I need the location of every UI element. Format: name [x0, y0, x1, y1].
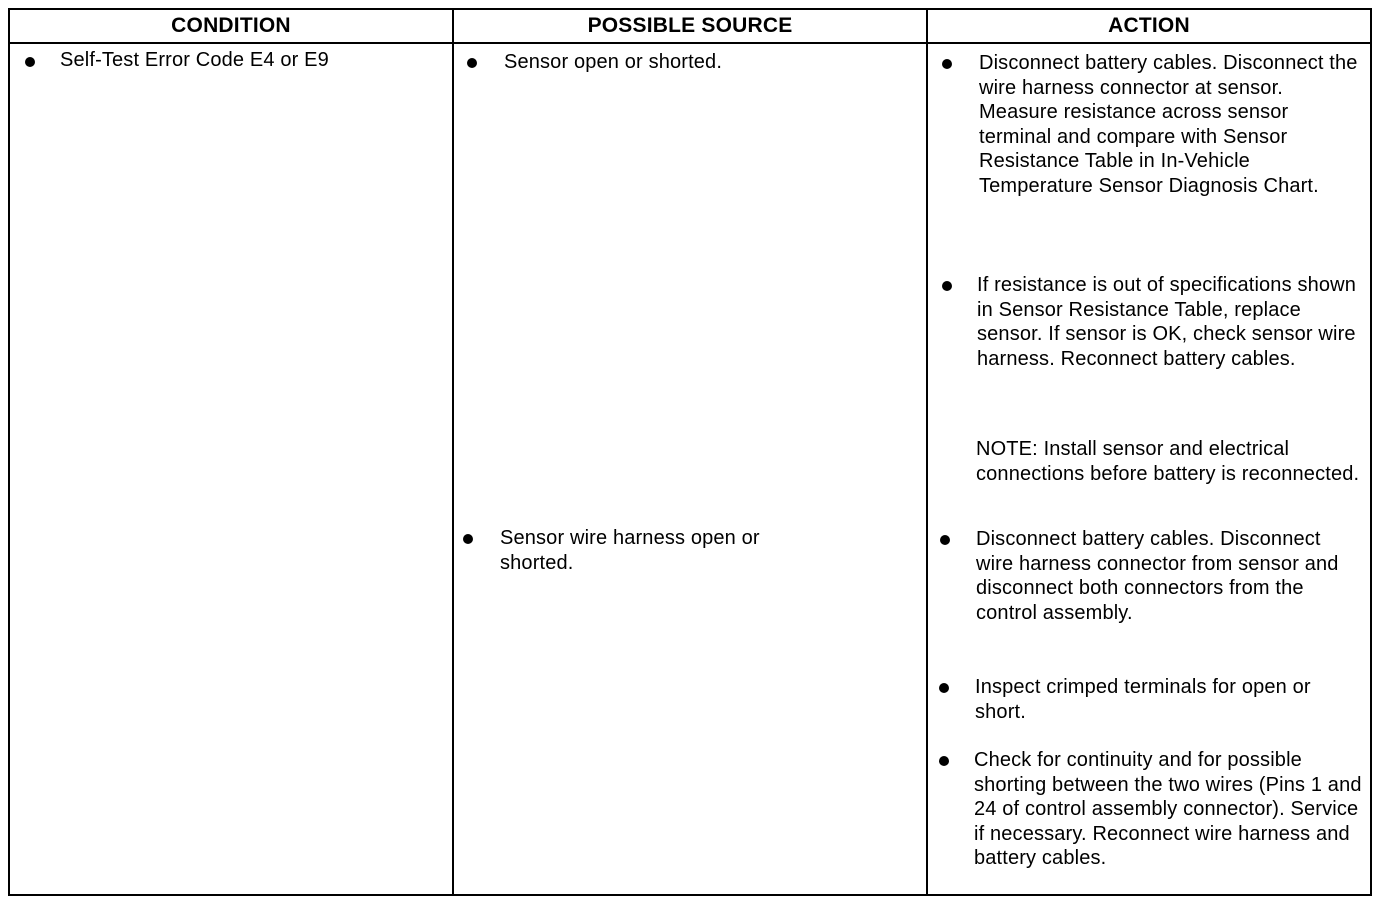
source-item-2: Sensor wire harness open or shorted. [500, 527, 760, 574]
action-item-3: Disconnect battery cables. Disconnect wire harness connector from sensor and disconnect both connectors from the control assembly. [976, 528, 1339, 624]
header-condition: CONDITION [171, 14, 291, 37]
column-divider-1 [452, 10, 454, 894]
action-item-4: Inspect crimped terminals for open or short. [975, 676, 1311, 723]
action-item-1: Disconnect battery cables. Disconnect the wire harness connector at sensor. Measure resistance across sensor terminal and compare with Sensor Resistance Table in In-Vehicle Temperature Sensor Diagnosis Chart. [979, 52, 1358, 197]
bullet-icon [463, 534, 473, 544]
header-action: ACTION [1108, 14, 1190, 37]
bullet-icon [25, 57, 35, 67]
bullet-icon [942, 281, 952, 291]
header-divider [10, 42, 1370, 44]
action-item-5: Check for continuity and for possible shorting between the two wires (Pins 1 and 24 of control assembly connector). Service if necessary. Reconnect wire harness and battery cables. [974, 749, 1362, 870]
bullet-icon [942, 59, 952, 69]
bullet-icon [939, 756, 949, 766]
header-possible-source: POSSIBLE SOURCE [587, 14, 793, 37]
action-note: NOTE: Install sensor and electrical connections before battery is reconnected. [976, 438, 1360, 485]
diagnosis-table [8, 8, 1372, 896]
condition-item: Self-Test Error Code E4 or E9 [60, 49, 329, 71]
action-item-2: If resistance is out of specifications shown in Sensor Resistance Table, replace sensor. If sensor is OK, check sensor wire harness. Reconnect battery cables. [977, 274, 1357, 370]
source-item-1: Sensor open or shorted. [504, 51, 723, 73]
bullet-icon [939, 683, 949, 693]
column-divider-2 [926, 10, 928, 894]
bullet-icon [940, 535, 950, 545]
bullet-icon [467, 58, 477, 68]
